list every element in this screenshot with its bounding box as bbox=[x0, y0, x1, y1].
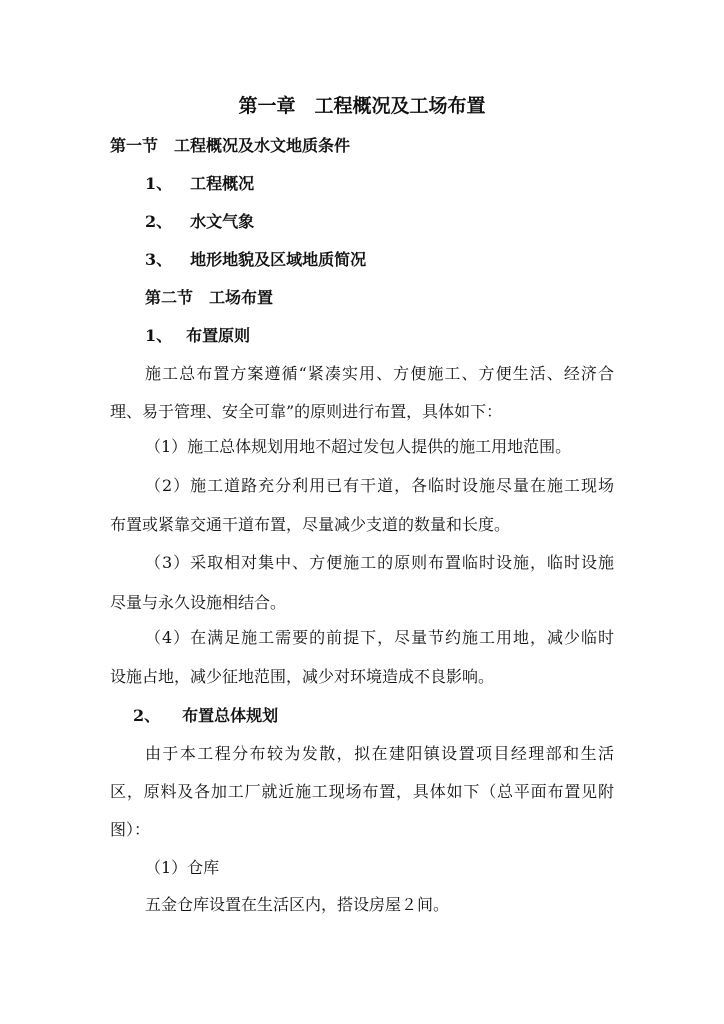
subsection-1-heading bbox=[145, 325, 250, 347]
chapter-title: 第一章 工程概况及工场布置 bbox=[238, 95, 486, 117]
paragraph-line: 由于本工程分布较为发散，拟在建阳镇设置项目经理部和生活 bbox=[145, 744, 614, 763]
subsection-2-heading bbox=[133, 705, 278, 727]
section2-heading: 第二节 工场布置 bbox=[145, 288, 274, 307]
section1-heading: 第一节 工程概况及水文地质条件 bbox=[110, 136, 351, 155]
item-label: 水文气象 bbox=[190, 212, 255, 231]
item-number: 3、 bbox=[145, 250, 173, 269]
paragraph-line: （4）在满足施工需要的前提下，尽量节约施工用地，减少临时 bbox=[145, 628, 614, 647]
paragraph-line: 尽量与永久设施相结合。 bbox=[110, 593, 287, 612]
item-number: 1、 bbox=[145, 326, 173, 345]
item-number: 2、 bbox=[145, 212, 173, 231]
paragraph-line: （2）施工道路充分利用已有干道，各临时设施尽量在施工现场 bbox=[145, 476, 614, 495]
paragraph-line: （1）仓库 bbox=[145, 858, 220, 877]
paragraph-line: （3）采取相对集中、方便施工的原则布置临时设施，临时设施 bbox=[145, 553, 614, 572]
section1-item-3 bbox=[145, 249, 366, 271]
paragraph-line: 五金仓库设置在生活区内，搭设房屋２间。 bbox=[145, 895, 450, 914]
paragraph-line: 图）： bbox=[110, 820, 151, 839]
item-label: 工程概况 bbox=[190, 174, 255, 193]
item-label: 布置原则 bbox=[186, 326, 251, 345]
paragraph-line: 设施占地，减少征地范围，减少对环境造成不良影响。 bbox=[110, 667, 495, 686]
item-label: 布置总体规划 bbox=[182, 706, 279, 725]
item-number: 2、 bbox=[133, 706, 161, 725]
item-number: 1、 bbox=[145, 174, 173, 193]
paragraph-line: 理、易于管理、安全可靠”的原则进行布置，具体如下： bbox=[110, 402, 503, 421]
section1-item-2 bbox=[145, 211, 254, 233]
item-label: 地形地貌及区域地质简况 bbox=[190, 250, 367, 269]
paragraph-line: 布置或紧靠交通干道布置，尽量减少支道的数量和长度。 bbox=[110, 515, 511, 534]
paragraph-line: （1）施工总体规划用地不超过发包人提供的施工用地范围。 bbox=[145, 437, 572, 456]
paragraph-line: 区，原料及各加工厂就近施工现场布置，具体如下（总平面布置见附 bbox=[110, 782, 614, 801]
section1-item-1 bbox=[145, 173, 254, 195]
paragraph-line: 施工总布置方案遵循“紧凑实用、方便施工、方便生活、经济合 bbox=[145, 364, 614, 383]
